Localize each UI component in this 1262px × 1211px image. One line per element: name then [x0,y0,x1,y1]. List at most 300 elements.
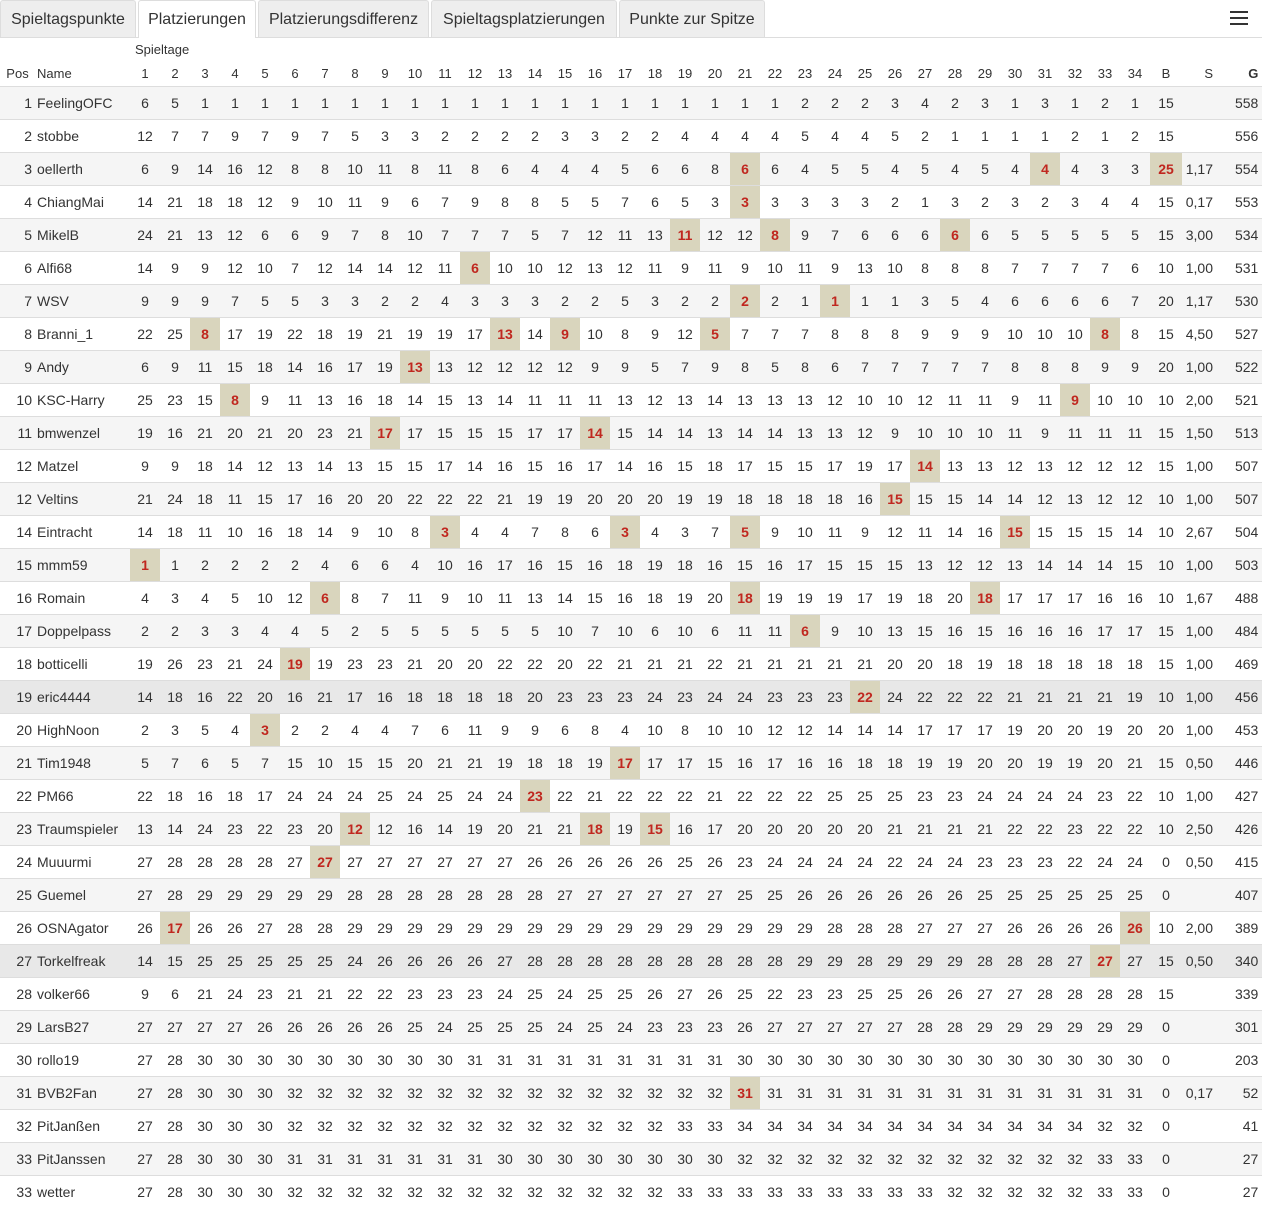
day-cell: 5 [970,153,1000,186]
day-cell: 29 [610,912,640,945]
header-day-34[interactable]: 34 [1120,62,1150,87]
header-day-30[interactable]: 30 [1000,62,1030,87]
day-cell: 26 [370,945,400,978]
day-cell: 2 [310,714,340,747]
day-cell: 32 [700,1077,730,1110]
day-cell: 12 [910,384,940,417]
header-name[interactable]: Name [35,62,130,87]
day-cell: 3 [400,120,430,153]
pos-cell: 33 [0,1176,35,1209]
day-cell: 5 [610,153,640,186]
day-cell: 23 [400,978,430,1011]
day-cell: 12 [1090,483,1120,516]
day-cell: 28 [430,879,460,912]
header-day-28[interactable]: 28 [940,62,970,87]
day-cell: 1 [1120,87,1150,120]
bonus-cell: 20 [1150,285,1182,318]
day-cell: 32 [610,1110,640,1143]
day-cell: 1 [220,87,250,120]
day-cell: 13 [790,384,820,417]
day-cell: 2 [520,120,550,153]
day-cell: 32 [550,1077,580,1110]
day-cell: 26 [940,879,970,912]
day-cell: 17 [820,450,850,483]
day-cell: 12 [940,549,970,582]
day-cell: 1 [250,87,280,120]
table-row[interactable] [0,417,1262,450]
day-cell: 22 [610,780,640,813]
header-day-31[interactable]: 31 [1030,62,1060,87]
day-cell: 1 [790,285,820,318]
day-cell: 3 [730,186,760,219]
table-row[interactable] [0,87,1262,120]
day-cell: 15 [370,450,400,483]
day-cell: 13 [400,351,430,384]
day-cell: 12 [820,384,850,417]
table-row[interactable] [0,318,1262,351]
header-s[interactable]: S [1182,62,1217,87]
table-row[interactable] [0,879,1262,912]
day-cell: 32 [490,1110,520,1143]
day-cell: 3 [820,186,850,219]
day-cell: 20 [850,813,880,846]
day-cell: 20 [1000,747,1030,780]
day-cell: 30 [1030,1044,1060,1077]
day-cell: 20 [580,483,610,516]
day-cell: 19 [250,318,280,351]
day-cell: 31 [400,1143,430,1176]
header-day-19[interactable]: 19 [670,62,700,87]
name-cell: LarsB27 [35,1011,130,1044]
header-day-10[interactable]: 10 [400,62,430,87]
day-cell: 16 [280,681,310,714]
day-cell: 21 [1030,681,1060,714]
hamburger-menu-icon[interactable] [1230,11,1248,26]
day-cell: 12 [550,351,580,384]
day-cell: 8 [580,714,610,747]
pos-cell: 14 [0,516,35,549]
header-day-1[interactable]: 1 [130,62,160,87]
day-cell: 27 [190,1011,220,1044]
day-cell: 30 [250,1176,280,1209]
day-cell: 11 [910,516,940,549]
table-row[interactable] [0,1143,1262,1176]
g-cell: 469 [1217,648,1262,681]
day-cell: 19 [1060,747,1090,780]
day-cell: 12 [340,813,370,846]
table-row[interactable] [0,252,1262,285]
g-cell: 507 [1217,450,1262,483]
day-cell: 23 [160,384,190,417]
day-cell: 32 [550,1110,580,1143]
day-cell: 32 [400,1176,430,1209]
day-cell: 28 [700,945,730,978]
day-cell: 24 [280,780,310,813]
day-cell: 14 [370,252,400,285]
day-cell: 12 [220,252,250,285]
day-cell: 19 [130,417,160,450]
day-cell: 1 [880,285,910,318]
day-cell: 20 [1120,714,1150,747]
table-row[interactable] [0,384,1262,417]
bonus-cell: 15 [1150,945,1182,978]
day-cell: 23 [820,978,850,1011]
day-cell: 9 [820,252,850,285]
day-cell: 16 [160,417,190,450]
day-cell: 14 [130,252,160,285]
header-day-27[interactable]: 27 [910,62,940,87]
day-cell: 3 [160,582,190,615]
day-cell: 1 [1000,87,1030,120]
day-cell: 5 [460,615,490,648]
bonus-cell: 15 [1150,87,1182,120]
day-cell: 2 [640,120,670,153]
header-day-15[interactable]: 15 [550,62,580,87]
day-cell: 7 [160,747,190,780]
header-day-17[interactable]: 17 [610,62,640,87]
day-cell: 8 [310,153,340,186]
header-b[interactable]: B [1150,62,1182,87]
day-cell: 14 [130,516,160,549]
s-cell: 1,50 [1182,417,1217,450]
day-cell: 22 [1000,813,1030,846]
day-cell: 23 [610,681,640,714]
day-cell: 21 [1090,681,1120,714]
day-cell: 3 [970,87,1000,120]
header-day-32[interactable]: 32 [1060,62,1090,87]
g-cell: 521 [1217,384,1262,417]
table-row[interactable] [0,450,1262,483]
day-cell: 29 [880,945,910,978]
day-cell: 21 [610,648,640,681]
g-cell: 427 [1217,780,1262,813]
day-cell: 22 [880,846,910,879]
table-row[interactable] [0,813,1262,846]
day-cell: 5 [910,153,940,186]
header-day-5[interactable]: 5 [250,62,280,87]
pos-cell: 18 [0,648,35,681]
day-cell: 4 [340,714,370,747]
day-cell: 17 [1030,582,1060,615]
g-cell: 203 [1217,1044,1262,1077]
day-cell: 7 [250,747,280,780]
day-cell: 30 [850,1044,880,1077]
day-cell: 17 [790,549,820,582]
header-day-7[interactable]: 7 [310,62,340,87]
day-cell: 25 [1090,879,1120,912]
table-row[interactable] [0,615,1262,648]
day-cell: 16 [970,516,1000,549]
day-cell: 7 [880,351,910,384]
table-row[interactable] [0,648,1262,681]
day-cell: 32 [370,1110,400,1143]
day-cell: 6 [340,549,370,582]
day-cell: 1 [550,87,580,120]
day-cell: 4 [760,120,790,153]
day-cell: 14 [1060,549,1090,582]
header-day-8[interactable]: 8 [340,62,370,87]
day-cell: 20 [550,648,580,681]
day-cell: 8 [1060,351,1090,384]
day-cell: 6 [1030,285,1060,318]
name-cell: eric4444 [35,681,130,714]
s-cell: 1,00 [1182,714,1217,747]
day-cell: 21 [310,681,340,714]
table-row[interactable] [0,549,1262,582]
day-cell: 26 [310,1011,340,1044]
day-cell: 12 [850,417,880,450]
day-cell: 15 [520,450,550,483]
day-cell: 29 [730,912,760,945]
day-cell: 24 [880,681,910,714]
day-cell: 31 [640,1044,670,1077]
day-cell: 32 [1090,1110,1120,1143]
day-cell: 24 [430,1011,460,1044]
day-cell: 1 [130,549,160,582]
day-cell: 4 [190,582,220,615]
s-cell: 0,17 [1182,1077,1217,1110]
day-cell: 16 [490,450,520,483]
day-cell: 12 [790,714,820,747]
day-cell: 26 [790,879,820,912]
tab-platzierungen[interactable]: Platzierungen [138,0,256,38]
day-cell: 23 [190,648,220,681]
day-cell: 31 [670,1044,700,1077]
g-cell: 503 [1217,549,1262,582]
day-cell: 12 [610,252,640,285]
pos-cell: 32 [0,1110,35,1143]
table-row[interactable] [0,978,1262,1011]
name-cell: BVB2Fan [35,1077,130,1110]
header-day-11[interactable]: 11 [430,62,460,87]
day-cell: 29 [820,945,850,978]
day-cell: 32 [460,1077,490,1110]
name-cell: stobbe [35,120,130,153]
day-cell: 28 [490,879,520,912]
day-cell: 15 [670,450,700,483]
day-cell: 26 [1090,912,1120,945]
day-cell: 29 [1120,1011,1150,1044]
table-row[interactable] [0,219,1262,252]
tab-punkte-zur-spitze[interactable]: Punkte zur Spitze [619,0,765,37]
header-pos[interactable]: Pos [0,62,35,87]
day-cell: 30 [1120,1044,1150,1077]
day-cell: 12 [400,252,430,285]
table-row[interactable] [0,714,1262,747]
day-cell: 14 [670,417,700,450]
day-cell: 16 [220,153,250,186]
day-cell: 31 [760,1077,790,1110]
table-row[interactable] [0,582,1262,615]
day-cell: 15 [610,417,640,450]
bonus-cell: 15 [1150,615,1182,648]
day-cell: 19 [940,747,970,780]
s-cell: 0,50 [1182,846,1217,879]
table-row[interactable] [0,747,1262,780]
day-cell: 7 [1000,252,1030,285]
day-cell: 27 [640,879,670,912]
day-cell: 9 [970,318,1000,351]
table-row[interactable] [0,681,1262,714]
table-row[interactable] [0,945,1262,978]
header-day-20[interactable]: 20 [700,62,730,87]
day-cell: 9 [310,219,340,252]
day-cell: 5 [1120,219,1150,252]
day-cell: 10 [460,582,490,615]
day-cell: 33 [880,1176,910,1209]
day-cell: 20 [790,813,820,846]
header-day-24[interactable]: 24 [820,62,850,87]
day-cell: 27 [940,912,970,945]
day-cell: 14 [940,516,970,549]
day-cell: 28 [520,879,550,912]
day-cell: 30 [310,1044,340,1077]
day-cell: 23 [1090,780,1120,813]
day-cell: 13 [730,384,760,417]
day-cell: 7 [1120,285,1150,318]
day-cell: 31 [490,1044,520,1077]
day-cell: 2 [760,285,790,318]
day-cell: 32 [430,1176,460,1209]
header-day-9[interactable]: 9 [370,62,400,87]
day-cell: 2 [280,549,310,582]
header-day-3[interactable]: 3 [190,62,220,87]
day-cell: 7 [160,120,190,153]
header-day-29[interactable]: 29 [970,62,1000,87]
day-cell: 3 [1000,186,1030,219]
header-day-22[interactable]: 22 [760,62,790,87]
bonus-cell: 15 [1150,186,1182,219]
day-cell: 24 [250,648,280,681]
header-day-21[interactable]: 21 [730,62,760,87]
day-cell: 23 [370,648,400,681]
day-cell: 32 [1000,1176,1030,1209]
day-cell: 24 [310,780,340,813]
header-day-6[interactable]: 6 [280,62,310,87]
day-cell: 1 [490,87,520,120]
bonus-cell: 0 [1150,1143,1182,1176]
day-cell: 8 [610,318,640,351]
table-row[interactable] [0,1176,1262,1209]
day-cell: 15 [490,417,520,450]
table-row[interactable] [0,483,1262,516]
day-cell: 18 [190,483,220,516]
table-row[interactable] [0,285,1262,318]
day-cell: 19 [640,549,670,582]
day-cell: 10 [550,615,580,648]
s-cell: 2,00 [1182,384,1217,417]
day-cell: 9 [430,582,460,615]
day-cell: 9 [280,120,310,153]
day-cell: 3 [430,516,460,549]
day-cell: 25 [460,1011,490,1044]
header-day-18[interactable]: 18 [640,62,670,87]
day-cell: 9 [160,450,190,483]
day-cell: 16 [1030,615,1060,648]
tab-platzierungsdifferenz[interactable]: Platzierungsdifferenz [258,0,429,37]
day-cell: 7 [1060,252,1090,285]
pos-cell: 8 [0,318,35,351]
day-cell: 18 [1060,648,1090,681]
day-cell: 5 [160,87,190,120]
header-day-25[interactable]: 25 [850,62,880,87]
day-cell: 28 [190,846,220,879]
header-day-16[interactable]: 16 [580,62,610,87]
s-cell: 1,00 [1182,252,1217,285]
table-row[interactable] [0,846,1262,879]
table-row[interactable] [0,912,1262,945]
table-row[interactable] [0,153,1262,186]
header-day-26[interactable]: 26 [880,62,910,87]
header-day-14[interactable]: 14 [520,62,550,87]
day-cell: 25 [370,780,400,813]
table-row[interactable] [0,186,1262,219]
day-cell: 7 [850,351,880,384]
day-cell: 31 [460,1143,490,1176]
day-cell: 21 [520,813,550,846]
day-cell: 33 [700,1176,730,1209]
g-cell: 41 [1217,1110,1262,1143]
day-cell: 33 [760,1176,790,1209]
day-cell: 3 [460,285,490,318]
header-day-13[interactable]: 13 [490,62,520,87]
day-cell: 3 [520,285,550,318]
day-cell: 15 [400,450,430,483]
table-row[interactable] [0,780,1262,813]
day-cell: 32 [640,1077,670,1110]
day-cell: 9 [700,351,730,384]
table-row[interactable] [0,351,1262,384]
s-cell: 1,00 [1182,615,1217,648]
tab-spieltagsplatzierungen[interactable]: Spieltagsplatzierungen [431,0,617,37]
header-day-2[interactable]: 2 [160,62,190,87]
pos-cell: 16 [0,582,35,615]
table-row[interactable] [0,516,1262,549]
table-row[interactable] [0,1044,1262,1077]
g-cell: 456 [1217,681,1262,714]
day-cell: 14 [850,714,880,747]
day-cell: 12 [250,450,280,483]
day-cell: 2 [700,285,730,318]
header-g[interactable]: G [1217,62,1262,87]
header-day-33[interactable]: 33 [1090,62,1120,87]
s-cell: 1,00 [1182,351,1217,384]
g-cell: 415 [1217,846,1262,879]
day-cell: 32 [340,1110,370,1143]
header-day-12[interactable]: 12 [460,62,490,87]
name-cell: OSNAgator [35,912,130,945]
day-cell: 4 [940,153,970,186]
day-cell: 28 [640,945,670,978]
table-row[interactable] [0,1077,1262,1110]
header-day-4[interactable]: 4 [220,62,250,87]
tab-spieltagspunkte[interactable]: Spieltagspunkte [0,0,136,37]
day-cell: 16 [700,549,730,582]
day-cell: 8 [280,153,310,186]
table-row[interactable] [0,1011,1262,1044]
day-cell: 11 [1120,417,1150,450]
day-cell: 13 [280,450,310,483]
g-cell: 527 [1217,318,1262,351]
name-cell: Traumspieler [35,813,130,846]
table-row[interactable] [0,120,1262,153]
day-cell: 1 [190,87,220,120]
s-cell: 2,67 [1182,516,1217,549]
day-cell: 11 [730,615,760,648]
table-row[interactable] [0,1110,1262,1143]
header-day-23[interactable]: 23 [790,62,820,87]
day-cell: 6 [580,516,610,549]
